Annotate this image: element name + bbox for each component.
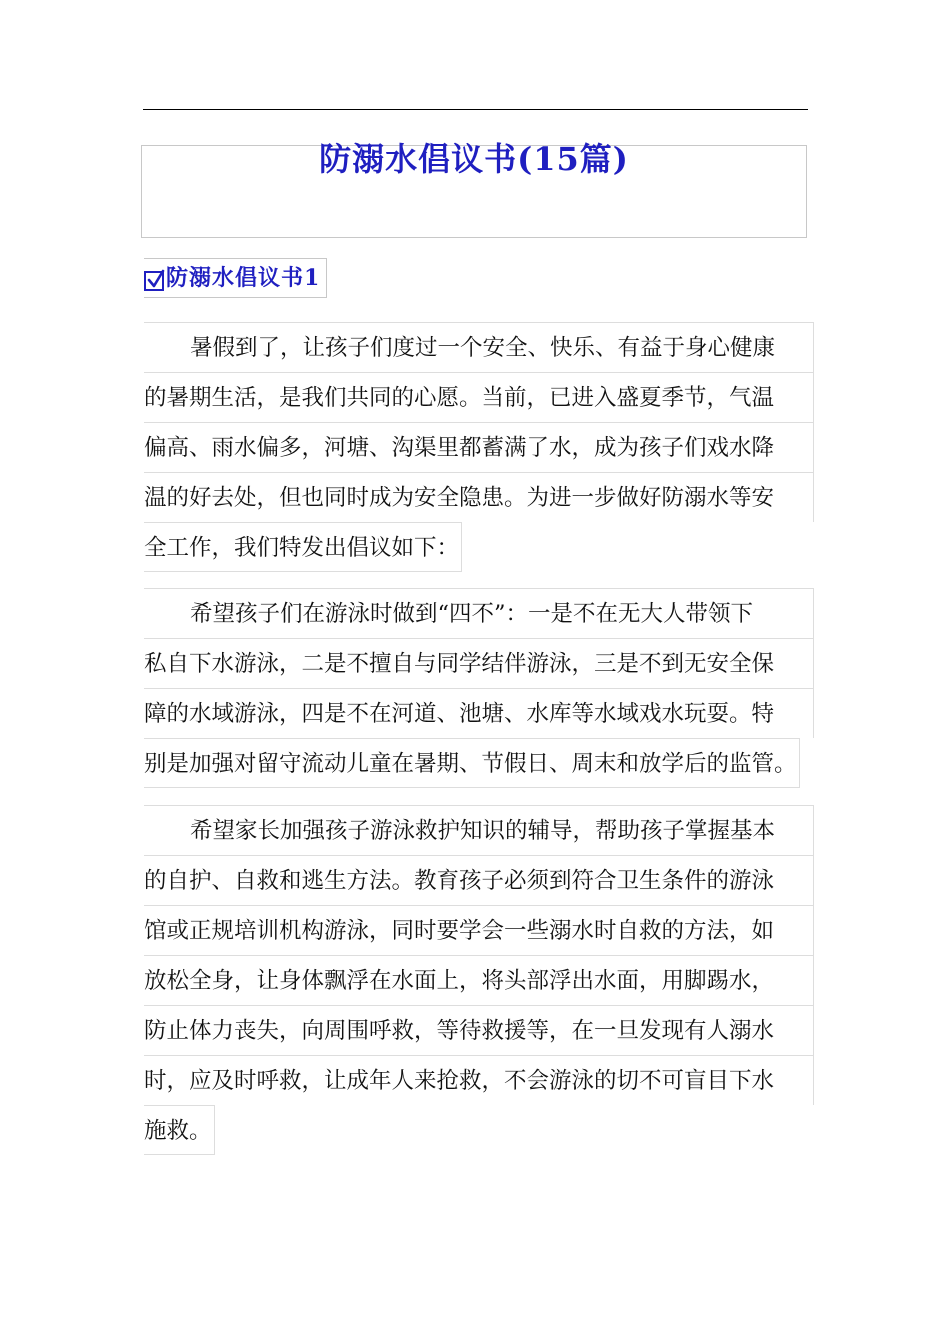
paragraph-2 bbox=[144, 588, 814, 788]
paragraph-3 bbox=[144, 805, 814, 1155]
paragraph-line: 防止体力丧失，向周围呼救，等待救援等，在一旦发现有人溺水 bbox=[144, 1005, 814, 1055]
top-rule bbox=[143, 109, 808, 110]
paragraph-line: 全工作，我们特发出倡议如下： bbox=[144, 522, 462, 572]
paragraph-line: 时，应及时呼救，让成年人来抢救，不会游泳的切不可盲目下水 bbox=[144, 1055, 814, 1105]
paragraph-line: 暑假到了，让孩子们度过一个安全、快乐、有益于身心健康 bbox=[144, 322, 814, 372]
paragraph-line: 馆或正规培训机构游泳，同时要学会一些溺水时自救的方法，如 bbox=[144, 905, 814, 955]
paragraph-line: 障的水域游泳，四是不在河道、池塘、水库等水域戏水玩耍。特 bbox=[144, 688, 814, 738]
section-heading bbox=[144, 258, 327, 298]
paragraph-line: 的自护、自救和逃生方法。教育孩子必须到符合卫生条件的游泳 bbox=[144, 855, 814, 905]
paragraph-line: 私自下水游泳，二是不擅自与同学结伴游泳，三是不到无安全保 bbox=[144, 638, 814, 688]
paragraph-line: 偏高、雨水偏多，河塘、沟渠里都蓄满了水，成为孩子们戏水降 bbox=[144, 422, 814, 472]
paragraph-line: 希望孩子们在游泳时做到“四不”：一是不在无大人带领下 bbox=[144, 588, 814, 638]
section-heading-text: 防溺水倡议书1 bbox=[166, 265, 321, 291]
paragraph-line: 的暑期生活，是我们共同的心愿。当前，已进入盛夏季节，气温 bbox=[144, 372, 814, 422]
paragraph-line: 温的好去处，但也同时成为安全隐患。为进一步做好防溺水等安 bbox=[144, 472, 814, 522]
page-title: 防溺水倡议书(15篇) bbox=[319, 140, 629, 178]
paragraph-line: 放松全身，让身体飘浮在水面上，将头部浮出水面，用脚踢水， bbox=[144, 955, 814, 1005]
paragraph-1 bbox=[144, 322, 814, 572]
paragraph-line: 希望家长加强孩子游泳救护知识的辅导，帮助孩子掌握基本 bbox=[144, 805, 814, 855]
paragraph-line: 别是加强对留守流动儿童在暑期、节假日、周末和放学后的监管。 bbox=[144, 738, 800, 788]
paragraph-line: 施救。 bbox=[144, 1105, 215, 1155]
checkbox-checked-icon bbox=[144, 271, 164, 291]
